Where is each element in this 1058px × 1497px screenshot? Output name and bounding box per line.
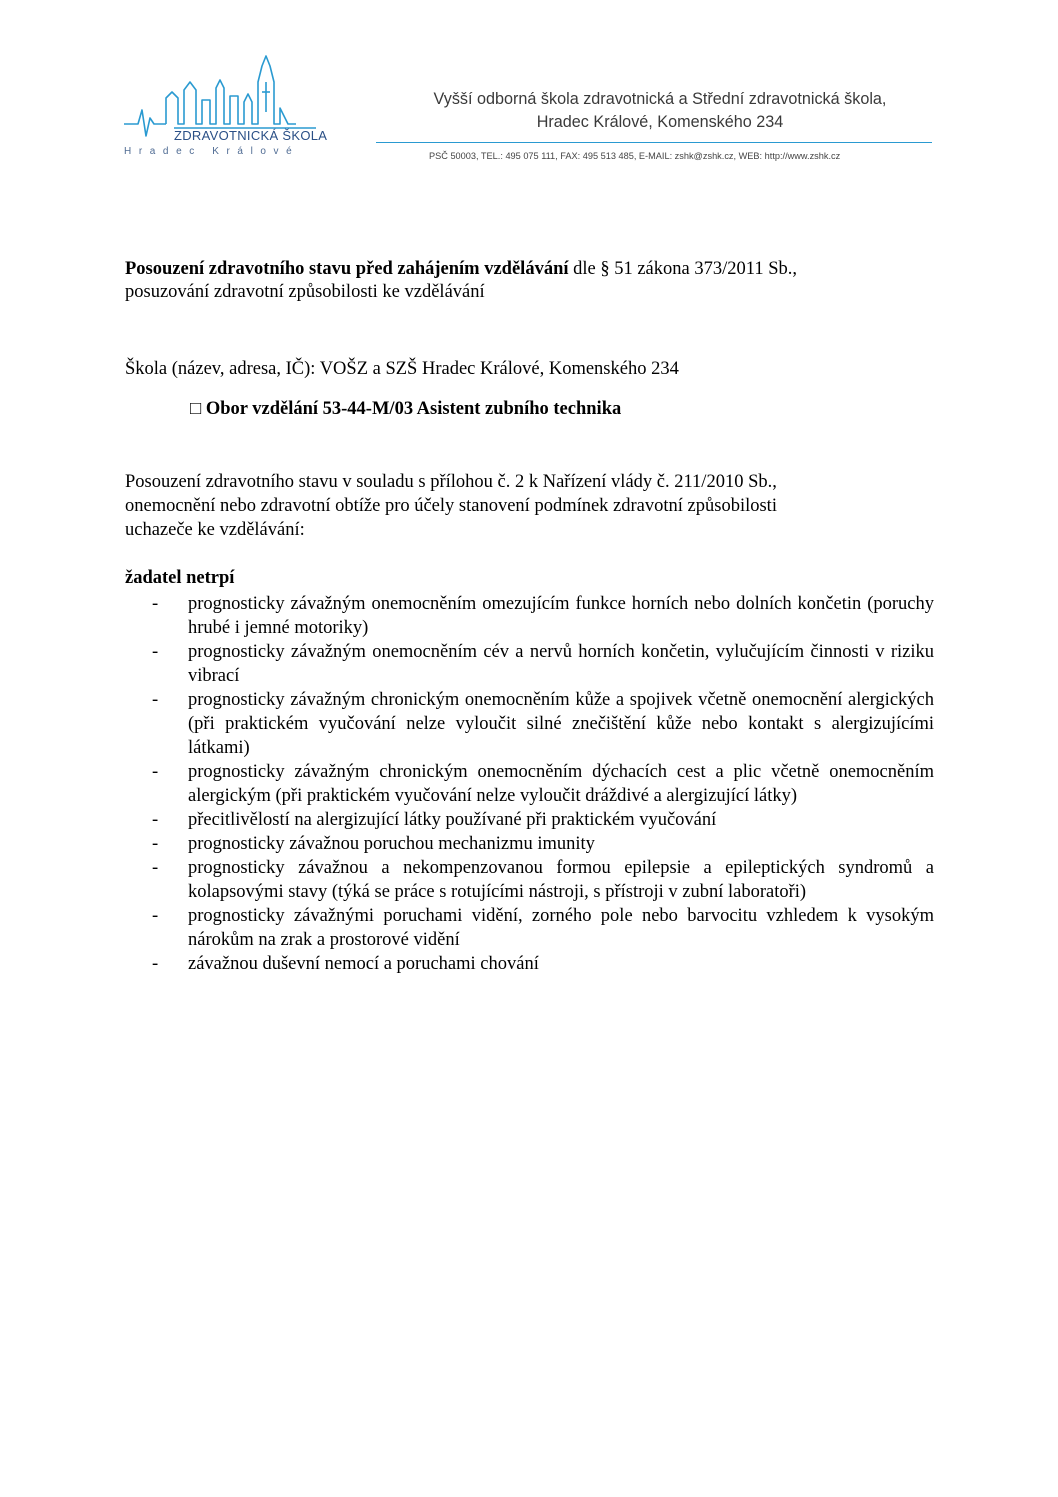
list-item [152,760,934,808]
list-item-text: prognosticky závažnými poruchami vidění, zorného pole nebo barvocitu vzhledem k vysokým nárokům na zrak a prostorové vidění [188,906,934,950]
school-name [380,88,940,134]
list-item [152,904,934,952]
conditions-heading: žadatel netrpí [125,568,235,588]
school-line: Škola (název, adresa, IČ): VOŠZ a SZŠ Hradec Králové, Komenského 234 [125,359,679,379]
logo-text: ZDRAVOTNICKÁ ŠKOLA [174,128,328,143]
bullet-dash: - [152,858,159,878]
paragraph-line3: uchazeče ke vzdělávání: [125,520,305,540]
field-line [190,398,621,421]
list-item-text: přecitlivělostí na alergizující látky používané při praktickém vyučování [188,810,717,830]
list-item-text: prognosticky závažnou poruchou mechanizmu imunity [188,834,595,854]
paragraph-line1: Posouzení zdravotního stavu v souladu s přílohou č. 2 k Nařízení vlády č. 211/2010 Sb., [125,472,777,492]
contact-info: PSČ 50003, TEL.: 495 075 111, FAX: 495 513 485, E-MAIL: zshk@zshk.cz, WEB: http://www.zshk.cz [429,151,841,161]
bullet-dash: - [152,690,159,710]
bullet-dash: - [152,594,159,614]
bullet-dash: - [152,810,159,830]
list-item-text: prognosticky závažným chronickým onemocněním kůže a spojivek včetně onemocnění alergických (při praktickém vyučování nelze vyloučit silné znečištění kůže nebo kontakt s alergizujícími látkami) [188,690,934,758]
bullet-dash: - [152,642,159,662]
bullet-dash: - [152,762,159,782]
logo-city: Hradec Králové [124,146,300,157]
list-item [152,640,934,688]
intro-line2: posuzování zdravotní způsobilosti ke vzdělávání [125,282,485,302]
list-item-text: závažnou duševní nemocí a poruchami chování [188,954,539,974]
list-item-text: prognosticky závažným onemocněním cév a nervů horních končetin, vylučujícím činnosti v riziku vibrací [188,642,934,686]
checkbox-icon: □ [190,399,202,419]
list-item-text: prognosticky závažným onemocněním omezujícím funkce horních nebo dolních končetin (poruchy hrubé i jemné motoriky) [188,594,934,638]
intro-line1 [125,258,797,281]
intro-rest: dle § 51 zákona 373/2011 Sb., [568,259,797,279]
bullet-dash: - [152,834,159,854]
list-item-text: prognosticky závažnou a nekompenzovanou formou epilepsie a epileptických syndromů a kolapsovými stavy (týká se práce s rotujícími nástroji, s přístroji v zubní laboratoři) [188,858,934,902]
list-item [152,808,934,832]
bullet-dash: - [152,954,159,974]
list-item [152,856,934,904]
intro-bold: Posouzení zdravotního stavu před zahájením vzdělávání [125,259,569,279]
list-item [152,688,934,760]
conditions-list [152,592,934,976]
field-label: Obor vzdělání 53-44-M/03 Asistent zubního technika [205,399,622,419]
school-name-line1: Vyšší odborná škola zdravotnická a Střední zdravotnická škola, [433,90,887,108]
list-item-text: prognosticky závažným chronickým onemocněním dýchacích cest a plic včetně onemocněním alergickým (při praktickém vyučování nelze vyloučit dráždivé a alergizující látky) [188,762,934,806]
header-divider [376,142,932,143]
school-name-line2: Hradec Králové, Komenského 234 [536,113,784,131]
paragraph-line2: onemocnění nebo zdravotní obtíže pro účely stanovení podmínek zdravotní způsobilosti [125,496,777,516]
bullet-dash: - [152,906,159,926]
list-item [152,592,934,640]
list-item [152,952,934,976]
list-item [152,832,934,856]
